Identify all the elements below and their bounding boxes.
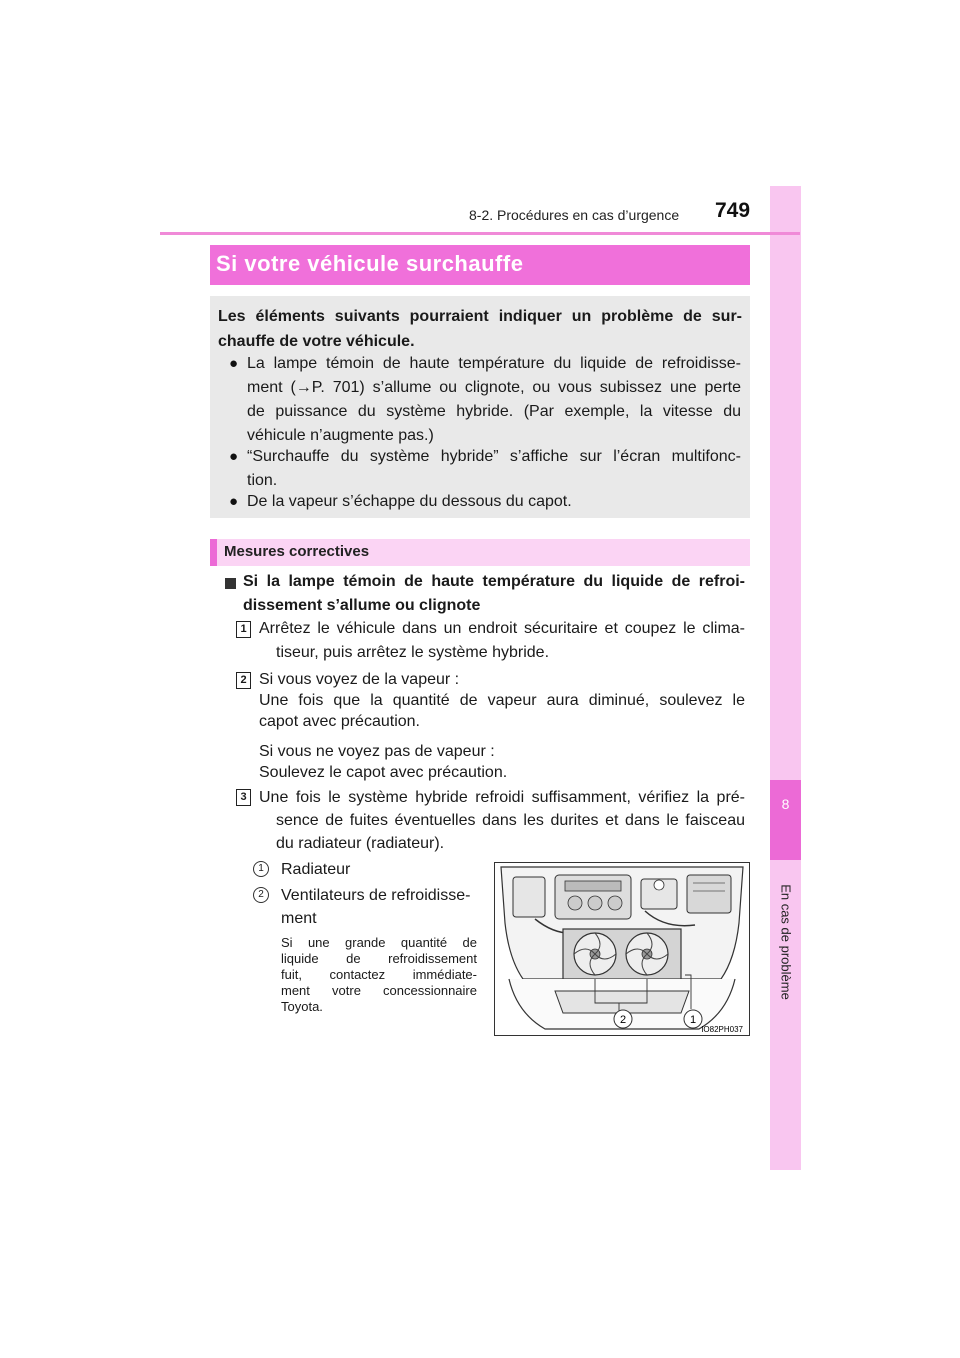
step-text-line: Une fois le système hybride refroidi suffisamment, vérifiez la pré- bbox=[259, 789, 745, 806]
callout-2: 2 bbox=[619, 1014, 627, 1026]
bullet-text-line: véhicule n’augmente pas.) bbox=[247, 427, 434, 444]
callout-1: 1 bbox=[689, 1014, 697, 1026]
step-number-box: 2 bbox=[236, 672, 251, 689]
engine-bay-figure bbox=[494, 862, 750, 1036]
step-text-line: Si vous ne voyez pas de vapeur : bbox=[259, 743, 495, 760]
step-number-box: 3 bbox=[236, 789, 251, 806]
header-rule bbox=[160, 232, 800, 235]
square-bullet-icon bbox=[225, 578, 236, 589]
note-line: ment votre concessionnaire bbox=[281, 983, 477, 998]
section-heading: 8-2. Procédures en cas d’urgence bbox=[469, 207, 680, 223]
case-title-line: Si la lampe témoin de haute température du liquide de refroi- bbox=[243, 573, 745, 590]
legend-text: Ventilateurs de refroidisse- bbox=[281, 887, 471, 904]
bullet-icon: ● bbox=[229, 448, 239, 465]
figure-code: IO82PH037 bbox=[701, 1025, 743, 1034]
chapter-number: 8 bbox=[781, 796, 790, 812]
step-number-box: 1 bbox=[236, 621, 251, 638]
page-number: 749 bbox=[715, 199, 751, 222]
bullet-text-line: De la vapeur s’échappe du dessous du capot. bbox=[247, 493, 572, 510]
subheading: Mesures correctives bbox=[224, 543, 370, 560]
engine-bay-illustration bbox=[495, 863, 749, 1035]
chapter-label: En cas de problème bbox=[778, 884, 794, 1000]
legend-number-circle: 2 bbox=[253, 887, 269, 903]
legend-text: Radiateur bbox=[281, 861, 351, 878]
chapter-number-tab bbox=[770, 780, 801, 860]
legend-number-circle: 1 bbox=[253, 861, 269, 877]
bullet-text-line: tion. bbox=[247, 472, 278, 489]
step-text-line: Si vous voyez de la vapeur : bbox=[259, 671, 460, 688]
bullet-text-line: “Surchauffe du système hybride” s’affiche sur l’écran multifonc- bbox=[247, 448, 741, 465]
intro-text-line: Les éléments suivants pourraient indiquer un problème de sur- bbox=[218, 308, 742, 325]
step-text-line: Arrêtez le véhicule dans un endroit sécuritaire et coupez le clima- bbox=[259, 620, 745, 637]
step-text-line: sence de fuites éventuelles dans les durites et dans le faisceau bbox=[276, 812, 745, 829]
bullet-icon: ● bbox=[229, 493, 239, 510]
case-title-line: dissement s’allume ou clignote bbox=[243, 597, 481, 614]
note-line: Si une grande quantité de bbox=[281, 935, 477, 950]
bullet-text-line: ment (→P. 701) s’allume ou clignote, ou vous subissez une perte bbox=[247, 379, 741, 396]
step-text-line: capot avec précaution. bbox=[259, 713, 420, 730]
note-line: Toyota. bbox=[281, 999, 323, 1014]
bullet-icon: ● bbox=[229, 355, 239, 372]
step-text-line: Une fois que la quantité de vapeur aura diminué, soulevez le bbox=[259, 692, 745, 709]
legend-text: ment bbox=[281, 910, 317, 927]
step-text-line: Soulevez le capot avec précaution. bbox=[259, 764, 508, 781]
bullet-text-line: La lampe témoin de haute température du liquide de refroidisse- bbox=[247, 355, 741, 372]
chapter-side-tab bbox=[770, 186, 801, 1170]
bullet-text-line: de puissance du système hybride. (Par exemple, la vitesse du bbox=[247, 403, 741, 420]
page-title: Si votre véhicule surchauffe bbox=[216, 251, 524, 276]
subheading-marker bbox=[210, 539, 217, 566]
intro-text-line: chauffe de votre véhicule. bbox=[218, 333, 415, 350]
step-text-line: du radiateur (radiateur). bbox=[276, 835, 445, 852]
step-text-line: tiseur, puis arrêtez le système hybride. bbox=[276, 644, 550, 661]
note-line: liquide de refroidissement bbox=[281, 951, 477, 966]
note-line: fuit, contactez immédiate- bbox=[281, 967, 477, 982]
